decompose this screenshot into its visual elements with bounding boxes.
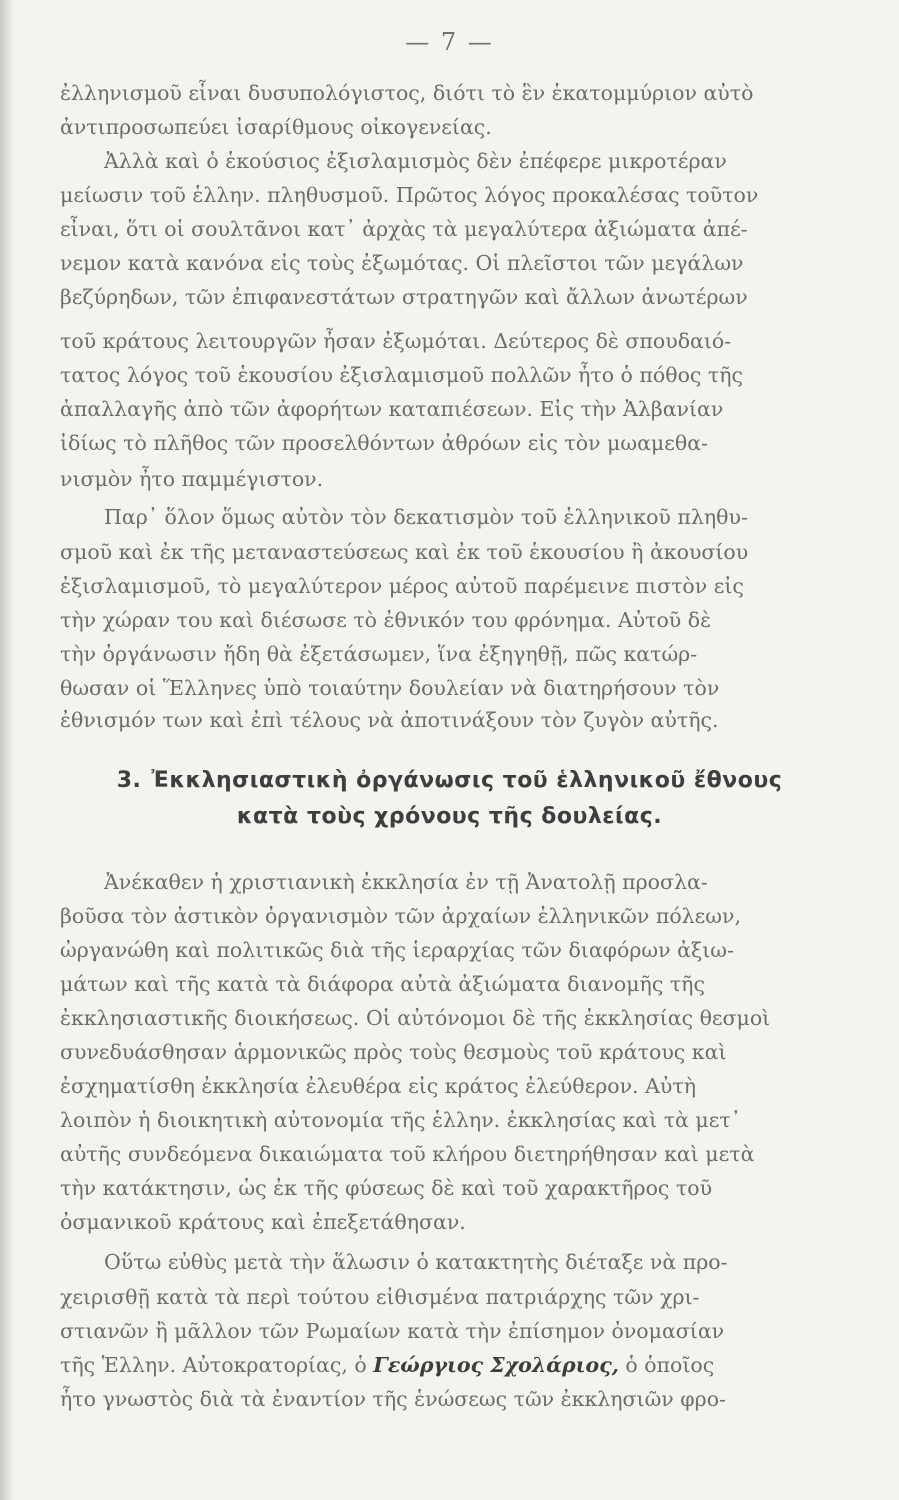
- text-line: ἐκκλησιαστικῆς διοικήσεως. Οἱ αὐτόνομοι δὲ τῆς ἐκκλησίας θεσμοὶ: [60, 1006, 771, 1030]
- text-line: μείωσιν τοῦ ἑλλην. πληθυσμοῦ. Πρῶτος λόγος προκαλέσας τοῦτον: [60, 183, 759, 207]
- text-line: θωσαν οἱ Ἕλληνες ὑπὸ τοιαύτην δουλείαν νὰ διατηρήσουν τὸν: [60, 676, 720, 700]
- text-line: ἐξισλαμισμοῦ, τὸ μεγαλύτερον μέρος αὐτοῦ παρέμεινε πιστὸν εἰς: [60, 574, 744, 598]
- text-line: νισμὸν ἦτο παμμέγιστον.: [60, 467, 324, 491]
- text-line: νεμον κατὰ κανόνα εἰς τοὺς ἐξωμότας. Οἱ πλεῖστοι τῶν μεγάλων: [60, 251, 744, 275]
- text-line: [60, 1351, 820, 1379]
- text-line: ἐσχηματίσθη ἐκκλησία ἐλευθέρα εἰς κράτος ἐλεύθερον. Αὐτὴ: [60, 1074, 696, 1098]
- text-line: λοιπὸν ἡ διοικητικὴ αὐτονομία τῆς ἑλλην. ἐκκλησίας καὶ τὰ μετ᾿: [60, 1108, 741, 1132]
- text-run: τῆς Ἑλλην. Αὐτοκρατορίας, ὁ: [60, 1353, 374, 1377]
- text-line: στιανῶν ἢ μᾶλλον τῶν Ρωμαίων κατὰ τὴν ἐπίσημον ὀνομασίαν: [60, 1319, 725, 1343]
- text-line: ἦτο γνωστὸς διὰ τὰ ἐναντίον τῆς ἑνώσεως τῶν ἐκκλησιῶν φρο-: [60, 1387, 726, 1411]
- text-line: Ἀλλὰ καὶ ὁ ἑκούσιος ἐξισλαμισμὸς δὲν ἐπέφερε μικροτέραν: [104, 149, 727, 173]
- text-line: τὴν ὀργάνωσιν ἤδη θὰ ἐξετάσωμεν, ἵνα ἐξηγηθῇ, πῶς κατώρ-: [60, 642, 698, 666]
- text-line: τατος λόγος τοῦ ἑκουσίου ἐξισλαμισμοῦ πολλῶν ἦτο ὁ πόθος τῆς: [60, 363, 744, 387]
- text-line: Ἀνέκαθεν ἡ χριστιανικὴ ἐκκλησία ἐν τῇ Ἀνατολῇ προσλα-: [104, 870, 708, 894]
- text-line: συνεδυάσθησαν ἁρμονικῶς πρὸς τοὺς θεσμοὺς τοῦ κράτους καὶ: [60, 1040, 727, 1064]
- text-line: χειρισθῇ κατὰ τὰ περὶ τούτου εἰθισμένα πατριάρχης τῶν χρι-: [60, 1285, 700, 1309]
- text-line: εἶναι, ὅτι οἱ σουλτᾶνοι κατ᾿ ἀρχὰς τὰ μεγαλύτερα ἀξιώματα ἀπέ-: [60, 217, 748, 241]
- text-line: τὴν κατάκτησιν, ὡς ἐκ τῆς φύσεως δὲ καὶ τοῦ χαρακτῆρος τοῦ: [60, 1176, 713, 1200]
- text-line: ἀντιπροσωπεύει ἰσαρίθμους οἰκογενείας.: [60, 115, 492, 139]
- section-number: 3.: [116, 768, 142, 793]
- text-line: Οὕτω εὐθὺς μετὰ τὴν ἅλωσιν ὁ κατακτητὴς διέταξε νὰ προ-: [104, 1250, 728, 1274]
- text-line: ἰδίως τὸ πλῆθος τῶν προσελθόντων ἀθρόων εἰς τὸν μωαμεθα-: [60, 431, 708, 455]
- text-line: ἐλληνισμοῦ εἶναι δυσυπολόγιστος, διότι τὸ ἓν ἑκατομμύριον αὐτὸ: [60, 81, 754, 105]
- person-name-emphasis: Γεώργιος Σχολάριος,: [373, 1353, 619, 1377]
- text-line: τὴν χώραν του καὶ διέσωσε τὸ ἐθνικόν του φρόνημα. Αὐτοῦ δὲ: [60, 608, 712, 632]
- page-edge-shadow: [0, 0, 14, 1500]
- text-line: τοῦ κράτους λειτουργῶν ἦσαν ἐξωμόται. Δεύτερος δὲ σπουδαιό-: [60, 329, 732, 353]
- text-line: βεζύρηδων, τῶν ἐπιφανεστάτων στρατηγῶν καὶ ἄλλων ἀνωτέρων: [60, 285, 748, 309]
- section-heading-line-1: [0, 768, 899, 793]
- section-title-part-2: κατὰ τοὺς χρόνους τῆς δουλείας.: [236, 804, 663, 829]
- text-line: σμοῦ καὶ ἐκ τῆς μεταναστεύσεως καὶ ἐκ τοῦ ἑκουσίου ἢ ἀκουσίου: [60, 540, 749, 564]
- text-line: Παρ᾿ ὅλον ὅμως αὐτὸν τὸν δεκατισμὸν τοῦ ἑλληνικοῦ πληθυ-: [104, 505, 748, 529]
- text-line: ὀσμανικοῦ κράτους καὶ ἐπεξετάθησαν.: [60, 1210, 466, 1234]
- text-run: ὁ ὁποῖος: [618, 1353, 715, 1377]
- text-line: μάτων καὶ τῆς κατὰ τὰ διάφορα αὐτὰ ἀξιώματα διανομῆς τῆς: [60, 972, 705, 996]
- text-line: βοῦσα τὸν ἀστικὸν ὀργανισμὸν τῶν ἀρχαίων ἑλληνικῶν πόλεων,: [60, 904, 741, 928]
- text-line: ὠργανώθη καὶ πολιτικῶς διὰ τῆς ἱεραρχίας τῶν διαφόρων ἀξιω-: [60, 938, 734, 962]
- text-line: ἀπαλλαγῆς ἀπὸ τῶν ἀφορήτων καταπιέσεων. Εἰς τὴν Ἀλβανίαν: [60, 397, 724, 421]
- text-line: ἐθνισμόν των καὶ ἐπὶ τέλους νὰ ἀποτινάξουν τὸν ζυγὸν αὐτῆς.: [60, 708, 719, 732]
- page-number: — 7 —: [405, 28, 494, 56]
- section-title-part-1: Ἐκκλησιαστικὴ ὀργάνωσις τοῦ ἑλληνικοῦ ἔθνους: [151, 768, 783, 793]
- text-line: αὐτῆς συνδεόμενα δικαιώματα τοῦ κλήρου διετηρήθησαν καὶ μετὰ: [60, 1142, 755, 1166]
